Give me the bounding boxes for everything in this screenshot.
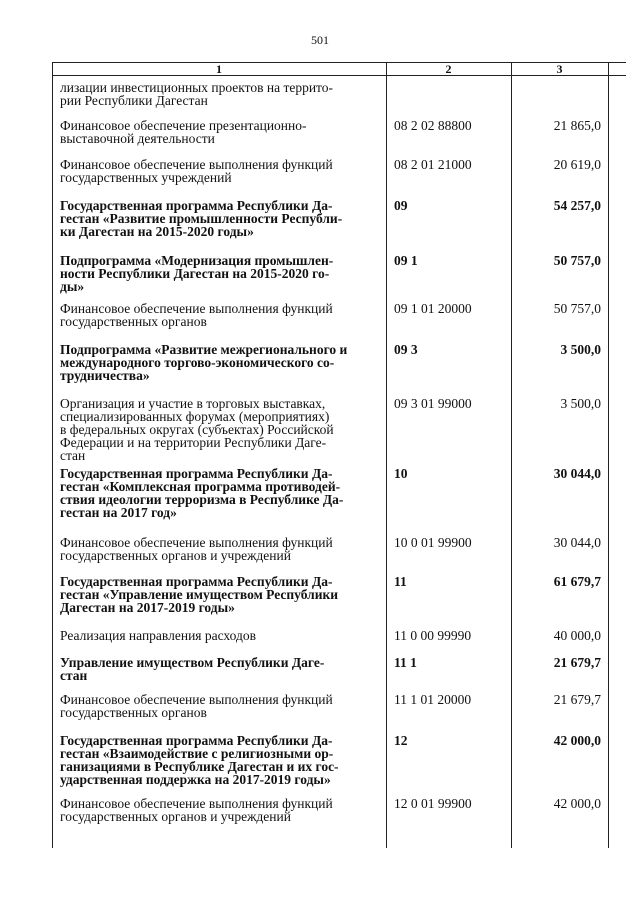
row-name-line: гестан «Развитие промышленности Республи- bbox=[60, 211, 343, 226]
row-name-line: рии Республики Дагестан bbox=[60, 93, 208, 108]
budget-table bbox=[52, 62, 626, 848]
row-name bbox=[60, 199, 382, 238]
row-name-line: ки Дагестан на 2015-2020 годы» bbox=[60, 224, 254, 239]
row-name-line: гестан «Комплексная программа противодей- bbox=[60, 479, 341, 494]
row-name-line: Финансовое обеспечение выполнения функций bbox=[60, 535, 333, 550]
row-name-line: Государственная программа Республики Да- bbox=[60, 574, 333, 589]
row-name-line: Финансовое обеспечение выполнения функций bbox=[60, 692, 333, 707]
row-code: 09 bbox=[394, 198, 408, 213]
row-name-line: гестан на 2017 год» bbox=[60, 505, 177, 520]
row-name bbox=[60, 467, 382, 519]
row-code: 11 0 00 99990 bbox=[394, 628, 472, 643]
row-sum: 21 679,7 bbox=[553, 655, 601, 670]
row-name-line: ности Республики Дагестан на 2015-2020 го- bbox=[60, 266, 330, 281]
row-name-line: государственных органов и учреждений bbox=[60, 809, 291, 824]
row-name bbox=[60, 343, 382, 382]
row-name bbox=[60, 797, 382, 823]
row-sum: 50 757,0 bbox=[553, 301, 601, 316]
column-border-2 bbox=[511, 62, 512, 848]
row-name-line: стан bbox=[60, 668, 88, 683]
row-name-line: Организация и участие в торговых выставках, bbox=[60, 396, 326, 411]
row-name-line: государственных органов bbox=[60, 314, 207, 329]
row-sum: 54 257,0 bbox=[553, 198, 601, 213]
row-name-line: государственных органов bbox=[60, 705, 207, 720]
row-name bbox=[60, 693, 382, 719]
row-code: 11 1 01 20000 bbox=[394, 692, 472, 707]
row-code: 09 3 bbox=[394, 342, 418, 357]
row-name-line: специализированных форумах (мероприятиях) bbox=[60, 409, 330, 424]
table-header bbox=[52, 63, 626, 75]
row-sum: 3 500,0 bbox=[560, 342, 601, 357]
row-name-line: гестан «Управление имуществом Республики bbox=[60, 587, 339, 602]
row-sum: 21 679,7 bbox=[553, 692, 601, 707]
row-name bbox=[60, 734, 382, 786]
row-name bbox=[60, 158, 382, 184]
row-code: 09 3 01 99000 bbox=[394, 396, 472, 411]
row-code: 10 bbox=[394, 466, 408, 481]
row-code: 08 2 02 88800 bbox=[394, 118, 472, 133]
row-name bbox=[60, 536, 382, 562]
row-code: 08 2 01 21000 bbox=[394, 157, 472, 172]
column-border-right bbox=[608, 62, 609, 848]
row-sum: 50 757,0 bbox=[553, 253, 601, 268]
row-name-line: Финансовое обеспечение выполнения функций bbox=[60, 301, 333, 316]
row-name-line: международного торгово-экономического со- bbox=[60, 355, 335, 370]
row-sum: 20 619,0 bbox=[553, 157, 601, 172]
row-name-line: ды» bbox=[60, 279, 85, 294]
row-sum: 40 000,0 bbox=[553, 628, 601, 643]
header-col-1: 1 bbox=[216, 62, 222, 76]
row-sum: 42 000,0 bbox=[553, 796, 601, 811]
row-name-line: в федеральных округах (субъектах) Российской bbox=[60, 422, 334, 437]
row-name-line: стан bbox=[60, 448, 86, 463]
row-name bbox=[60, 302, 382, 328]
header-col-2: 2 bbox=[445, 62, 452, 76]
row-sum: 3 500,0 bbox=[560, 396, 601, 411]
row-name bbox=[60, 254, 382, 293]
row-code: 11 bbox=[394, 574, 407, 589]
row-name bbox=[60, 81, 382, 107]
row-name bbox=[60, 575, 382, 614]
row-code: 10 0 01 99900 bbox=[394, 535, 472, 550]
header-col-3: 3 bbox=[556, 62, 563, 76]
column-border-left bbox=[52, 62, 53, 848]
row-code: 11 1 bbox=[394, 655, 417, 670]
row-name-line: Государственная программа Республики Да- bbox=[60, 198, 333, 213]
column-border-1 bbox=[386, 62, 387, 848]
row-sum: 21 865,0 bbox=[553, 118, 601, 133]
row-sum: 42 000,0 bbox=[553, 733, 601, 748]
row-name bbox=[60, 397, 382, 462]
page-number: 501 bbox=[311, 33, 329, 47]
row-name-line: Подпрограмма «Развитие межрегионального и bbox=[60, 342, 348, 357]
row-name-line: лизации инвестиционных проектов на террито- bbox=[60, 80, 334, 95]
row-name-line: Государственная программа Республики Да- bbox=[60, 733, 333, 748]
row-name-line: Реализация направления расходов bbox=[60, 628, 257, 643]
row-name-line: государственных учреждений bbox=[60, 170, 232, 185]
row-name-line: Финансовое обеспечение выполнения функций bbox=[60, 796, 333, 811]
row-name bbox=[60, 656, 382, 682]
row-name-line: трудничества» bbox=[60, 368, 150, 383]
row-name-line: выставочной деятельности bbox=[60, 131, 215, 146]
row-name-line: Дагестан на 2017-2019 годы» bbox=[60, 600, 235, 615]
row-name-line: Государственная программа Республики Да- bbox=[60, 466, 333, 481]
row-name-line: Федерации и на территории Республики Даге- bbox=[60, 435, 327, 450]
row-name-line: ударственная поддержка на 2017-2019 годы» bbox=[60, 772, 331, 787]
row-code: 09 1 bbox=[394, 253, 418, 268]
row-name-line: Финансовое обеспечение презентационно- bbox=[60, 118, 307, 133]
row-name-line: государственных органов и учреждений bbox=[60, 548, 291, 563]
row-name-line: ствия идеологии терроризма в Республике Да- bbox=[60, 492, 344, 507]
row-name-line: ганизациями в Республике Дагестан и их гос- bbox=[60, 759, 339, 774]
row-name-line: гестан «Взаимодействие с религиозными ор- bbox=[60, 746, 334, 761]
row-name bbox=[60, 629, 382, 642]
row-name-line: Управление имуществом Республики Даге- bbox=[60, 655, 325, 670]
row-name bbox=[60, 119, 382, 145]
row-code: 09 1 01 20000 bbox=[394, 301, 472, 316]
row-code: 12 bbox=[394, 733, 408, 748]
row-name-line: Подпрограмма «Модернизация промышлен- bbox=[60, 253, 334, 268]
row-sum: 30 044,0 bbox=[553, 466, 601, 481]
row-code: 12 0 01 99900 bbox=[394, 796, 472, 811]
row-sum: 30 044,0 bbox=[553, 535, 601, 550]
row-sum: 61 679,7 bbox=[553, 574, 601, 589]
row-name-line: Финансовое обеспечение выполнения функций bbox=[60, 157, 333, 172]
